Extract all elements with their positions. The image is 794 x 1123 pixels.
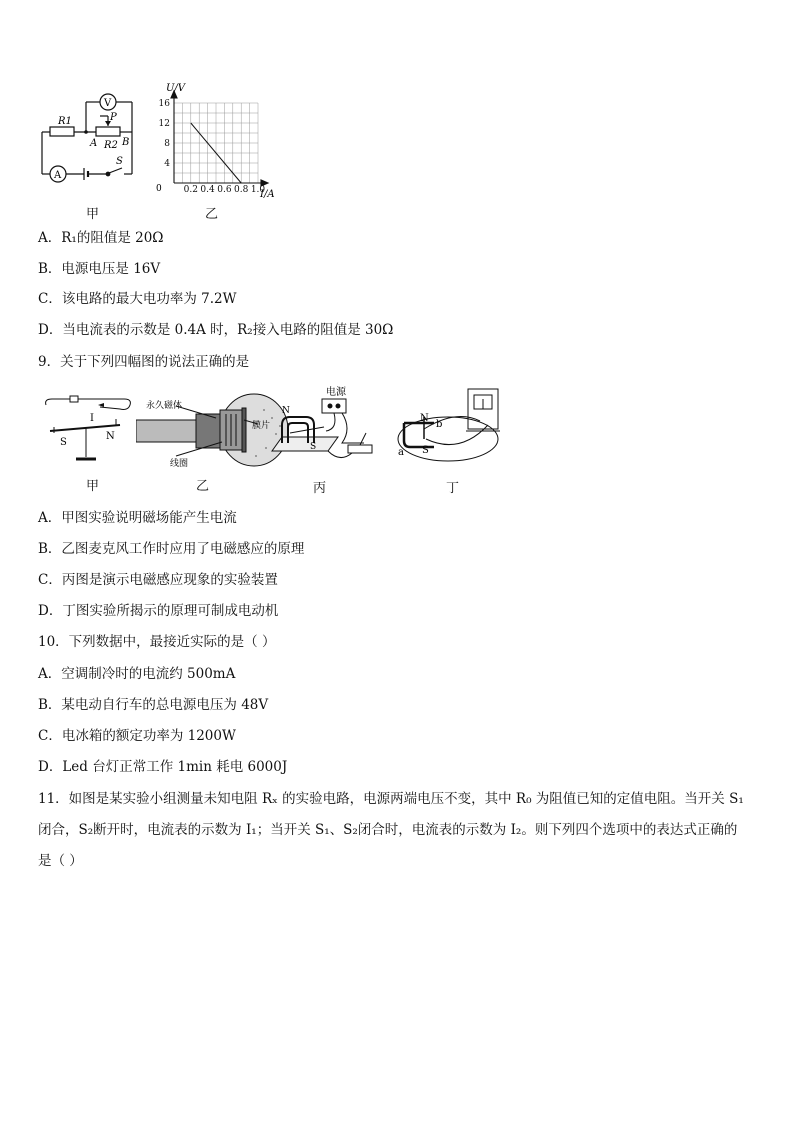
yi-label-magnet: 永久磁体 xyxy=(146,401,183,411)
q10-option-c: C．电冰箱的额定功率为 1200W xyxy=(38,728,236,744)
q11-line-3: 是（ ） xyxy=(38,853,83,869)
q11-line-1: 11．如图是某实验小组测量未知电阻 Rₓ 的实验电路，电源两端电压不变，其中 R₀ 为阻值已知的定值电阻。当开关 S₁ xyxy=(38,791,744,807)
ding-label-n: N xyxy=(420,413,429,424)
q9-option-c: C．丙图是演示电磁感应现象的实验装置 xyxy=(38,572,278,588)
q9-option-d: D．丁图实验所揭示的原理可制成电动机 xyxy=(38,603,279,619)
ammeter-label: A xyxy=(54,170,62,181)
q8-option-d: D．当电流表的示数是 0.4A 时，R₂接入电路的阻值是 30Ω xyxy=(38,322,394,338)
origin-label: 0 xyxy=(156,184,162,194)
y-tick-label: 8 xyxy=(164,139,170,149)
switch-s-label: S xyxy=(116,156,123,167)
voltmeter-label: V xyxy=(104,98,112,109)
q9-figure-ding xyxy=(396,385,506,467)
bing-label-n: N xyxy=(282,406,290,416)
slider-p-label: P xyxy=(110,112,117,123)
q9-stem: 9．关于下列四幅图的说法正确的是 xyxy=(38,354,250,370)
y-axis-label: U/V xyxy=(166,83,186,94)
q10-option-b: B．某电动自行车的总电源电压为 48V xyxy=(38,697,269,713)
q9-option-b: B．乙图麦克风工作时应用了电磁感应的原理 xyxy=(38,541,305,557)
bing-label-power: 电源 xyxy=(326,387,346,398)
q9-option-a: A．甲图实验说明磁场能产生电流 xyxy=(38,510,237,526)
q10-stem: 10．下列数据中，最接近实际的是（ ） xyxy=(38,634,276,650)
x-tick-label: 1.0 xyxy=(250,185,266,195)
q8-option-a: A．R₁的阻值是 20Ω xyxy=(38,230,164,246)
circuit-diagram-jia xyxy=(36,82,146,194)
q8-option-c: C．该电路的最大电功率为 7.2W xyxy=(38,291,237,307)
ding-label-a: a xyxy=(398,447,404,458)
q9-figure-ding-caption: 丁 xyxy=(446,481,460,496)
yi-label-coil: 线圈 xyxy=(170,459,189,469)
q9-figure-yi-caption: 乙 xyxy=(196,479,210,494)
terminal-b-label: B xyxy=(122,137,130,148)
q11-line-2: 闭合，S₂断开时，电流表的示数为 I₁；当开关 S₁、S₂闭合时，电流表的示数为 I₂。则下列四个选项中的表达式正确的 xyxy=(38,822,738,838)
r1-label: R1 xyxy=(58,116,72,127)
q10-option-d: D．Led 台灯正常工作 1min 耗电 6000J xyxy=(38,759,288,775)
q9-figure-bing-caption: 丙 xyxy=(313,481,327,496)
q9-figure-bing xyxy=(268,385,378,467)
q8-option-b: B．电源电压是 16V xyxy=(38,261,161,277)
jia-label-i: I xyxy=(90,413,94,424)
bing-label-s: S xyxy=(310,442,317,452)
jia-label-s: S xyxy=(60,437,67,448)
yi-label-diaphragm: 膜片 xyxy=(252,421,271,431)
x-tick-label: 0.2 xyxy=(183,185,198,195)
figure-yi-caption: 乙 xyxy=(205,207,219,222)
r2-label: R2 xyxy=(104,140,118,151)
q9-figure-jia-caption: 甲 xyxy=(86,479,100,494)
y-tick-label: 16 xyxy=(158,99,170,109)
u-i-graph-yi xyxy=(148,80,278,198)
x-tick-label: 0.6 xyxy=(217,185,232,195)
figure-jia-caption: 甲 xyxy=(86,207,100,222)
x-tick-label: 0.8 xyxy=(234,185,249,195)
x-tick-label: 0.4 xyxy=(200,185,215,195)
jia-label-n: N xyxy=(106,431,115,442)
terminal-a-label: A xyxy=(90,138,98,149)
q10-option-a: A．空调制冷时的电流约 500mA xyxy=(38,666,236,682)
ding-label-s: S xyxy=(422,445,429,456)
ding-label-b: b xyxy=(436,419,443,430)
x-axis-label: I/A xyxy=(260,189,275,198)
y-tick-label: 4 xyxy=(164,159,170,169)
q9-figure-jia xyxy=(40,395,140,465)
y-tick-label: 12 xyxy=(158,119,170,129)
